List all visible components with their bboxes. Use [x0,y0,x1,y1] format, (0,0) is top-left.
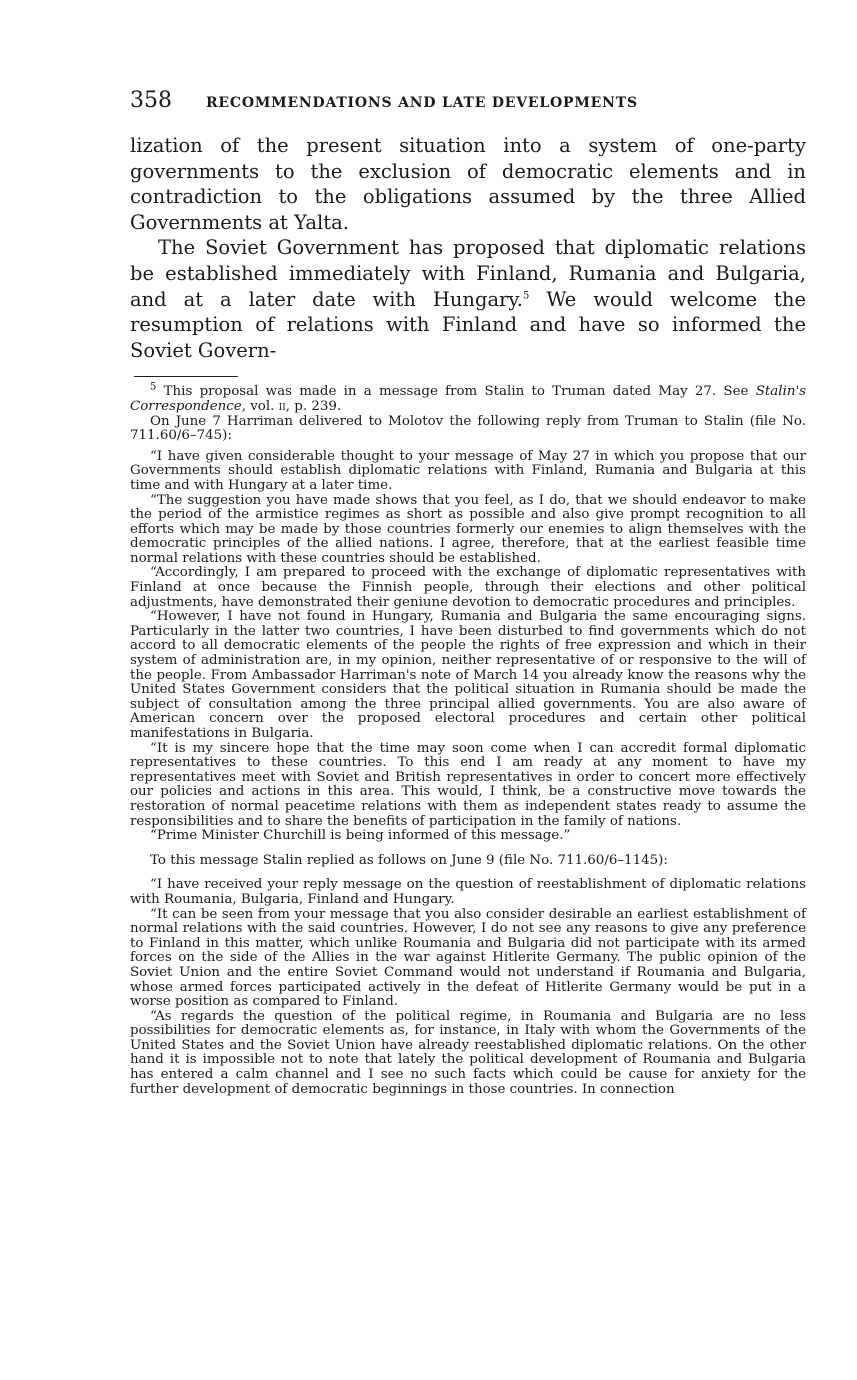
body-paragraph-1: lization of the present situation into a system of one-party governments to the exclusion of democratic elements and in contradiction to the obligations assumed by the three Allied Governments at Yalta. [130,134,806,234]
footnote-5-italic-title: Stalin's Correspondence [130,384,806,414]
footnote-5 [130,381,806,414]
truman-quote-4: “However, I have not found in Hungary, Rumania and Bulgaria the same encouraging signs. Particularly in the latter two countries, I have been disturbed to find governments which do not accord to all democratic elements of the people the rights of free expression and which in their system of administration are, in my opinion, neither representative of or responsive to the will of the people. From Ambassador Harriman's note of March 14 you already know the reasons why the United States Government considers that the political situation in Rumania should be made the subject of consultation among the three principal allied governments. You are also aware of American concern over the proposed electoral procedures and certain other political manifestations in Bulgaria. [130,609,806,741]
truman-quote-3: “Accordingly, I am prepared to proceed with the exchange of diplomatic representatives with Finland at once because the Finnish people, through their elections and other political adjustments, have demonstrated their geniune devotion to democratic procedures and principles. [130,565,806,610]
stalin-quote-2: “It can be seen from your message that you also consider desirable an earliest establishment of normal relations with the said countries. However, I do not see any reasons to give any preference to Finland in this matter, which unlike Roumania and Bulgaria did not participate with its armed forces on the side of the Allies in the war against Hitlerite Germany. The public opinion of the Soviet Union and the entire Soviet Command would not understand if Roumania and Bulgaria, whose armed forces participated actively in the defeat of Hitlerite Germany would be put in a worse position as compared to Finland. [130,906,806,1010]
stalin-quote-1: “I have received your reply message on the question of reestablishment of diplomatic relations with Roumania, Bulgaria, Finland and Hungary. [130,877,806,907]
document-page [130,88,806,1097]
stalin-quote-3: “As regards the question of the political regime, in Roumania and Bulgaria are no less possibilities for democratic elements as, for instance, in Italy with whom the Governments of the United States and the Soviet Union have already reestablished diplomatic relations. On the other hand it is impossible not to note that lately the political development of Roumania and Bulgaria has entered a calm channel and I see no such facts which could be cause for anxiety for the further development of democratic beginnings in those countries. In connection [130,1008,806,1097]
truman-quote-1: “I have given considerable thought to your message of May 27 in which you propose that our Governments should establish diplomatic relations with Finland, Rumania and Bulgaria at this time and with Hungary at a later time. [130,448,806,493]
truman-quote-6: “Prime Minister Churchill is being informed of this message.” [150,828,571,844]
footnote-reference: 5 [523,290,530,302]
footnote-5-text-b: , vol. [241,398,279,414]
body-paragraph-2-text-a: The Soviet Government has proposed that diplomatic relations be established immediately with Finland, Rumania and Bulgaria, and at a later date with Hungary. [130,236,806,311]
page-number: 358 [130,88,172,113]
truman-quote-5: “It is my sincere hope that the time may soon come when I can accredit formal diplomatic representatives to these countries. To this end I am ready at any moment to have my representatives meet with Soviet and British representatives in order to concert more effectively our policies and actions in this area. This would, I think, be a constructive move towards the restoration of normal peacetime relations with them as independent states ready to assume the responsibilities and to share the benefits of participation in the family of nations. [130,740,806,829]
footnote-paragraph-harriman: On June 7 Harriman delivered to Molotov the following reply from Truman to Stalin (file No. 711.60/6–745): [130,413,806,444]
body-paragraph-2 [130,235,806,363]
truman-quote-2: “The suggestion you have made shows that you feel, as I do, that we should endeavor to make the period of the armistice regimes as short as possible and also give prompt recognition to all efforts which may be made by those countries formerly our enemies to align themselves with the democratic principles of the allied nations. I agree, therefore, that at the earliest feasible time normal relations with these countries should be established. [130,492,806,566]
footnote-5-volume: ii [278,398,286,414]
footnote-rule [134,376,238,377]
footnote-paragraph-stalin-reply: To this message Stalin replied as follows on June 9 (file No. 711.60/6–1145): [150,852,668,868]
footnote-5-text-a: This proposal was made in a message from Stalin to Truman dated May 27. See [156,384,756,400]
running-head: RECOMMENDATIONS AND LATE DEVELOPMENTS [206,95,638,111]
body-paragraph-2-text-b: We would welcome the resumption of relations with Finland and have so informed the Soviet Govern- [130,287,806,362]
footnote-5-text-c: , p. 239. [285,398,342,414]
page-header [130,88,806,113]
footnote-marker: 5 [150,381,157,393]
